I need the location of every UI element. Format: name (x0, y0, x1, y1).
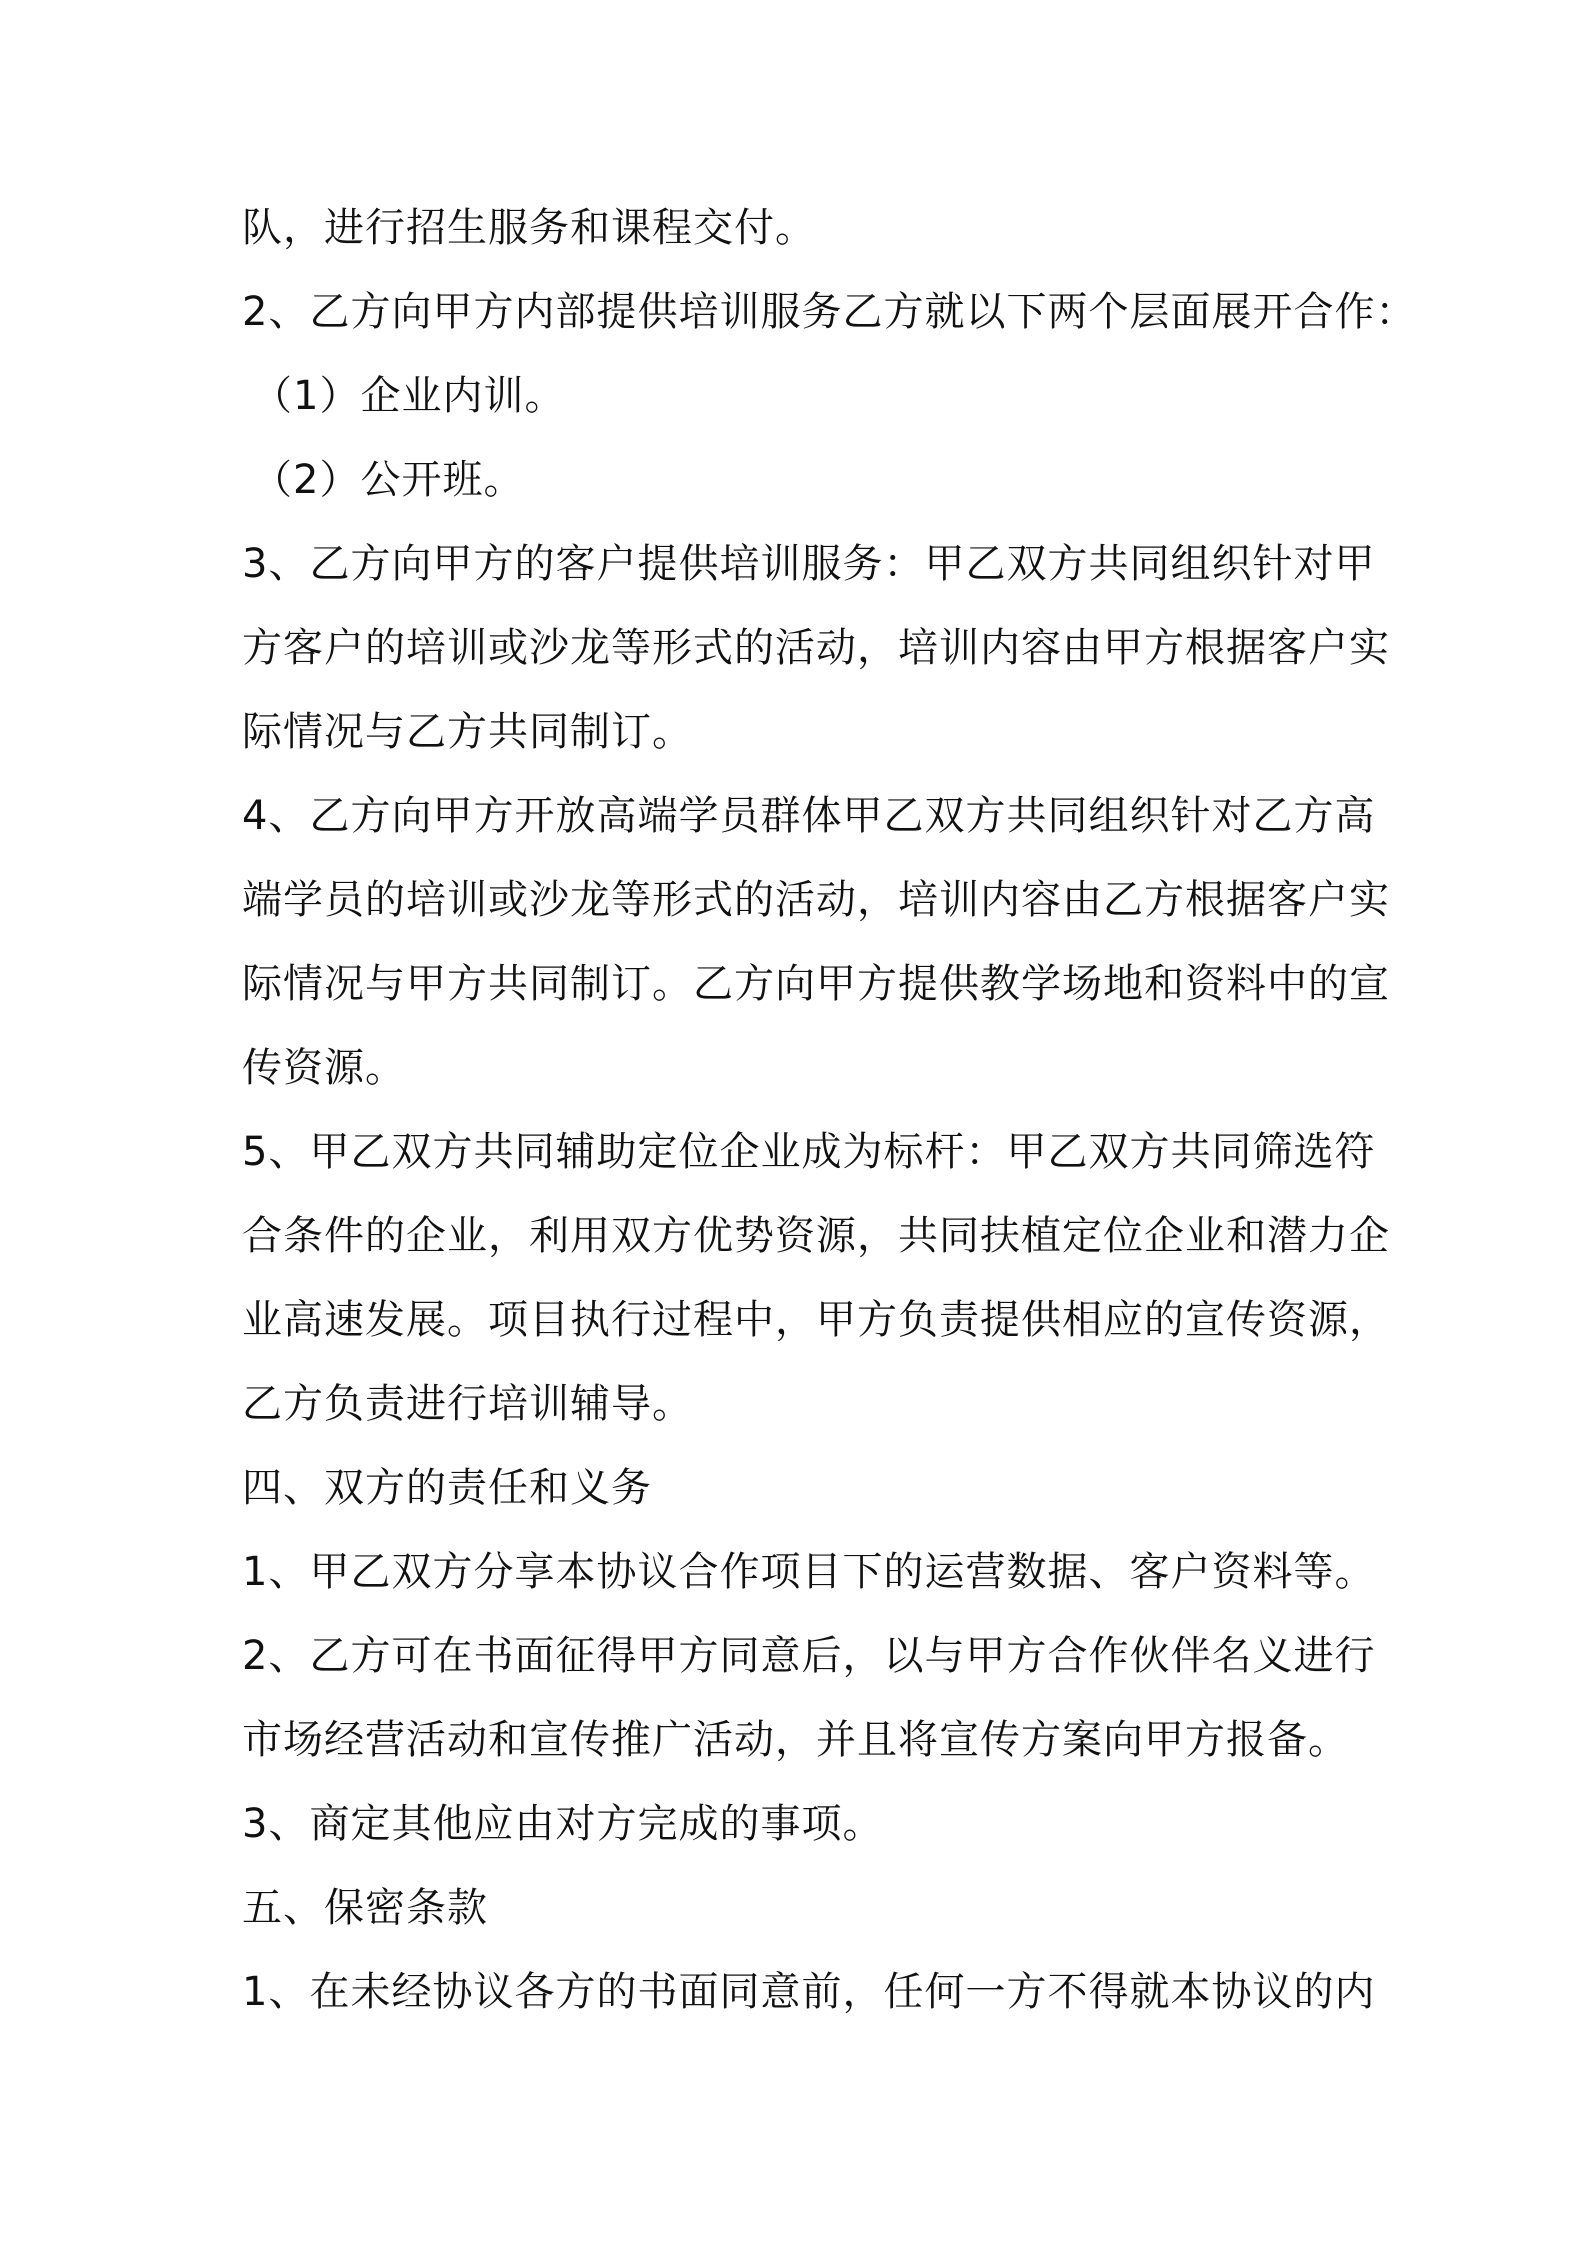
text-line: 业高速发展。项目执行过程中，甲方负责提供相应的宣传资源， (242, 1297, 1390, 1343)
text-line: 端学员的培训或沙龙等形式的活动，培训内容由乙方根据客户实 (242, 877, 1390, 923)
section-heading: 五、保密条款 (242, 1885, 488, 1931)
text-line: 传资源。 (242, 1045, 406, 1091)
text-line: 市场经营活动和宣传推广活动，并且将宣传方案向甲方报备。 (242, 1717, 1349, 1763)
text-line: 际情况与甲方共同制订。乙方向甲方提供教学场地和资料中的宣 (242, 961, 1390, 1007)
text-line: 合条件的企业，利用双方优势资源，共同扶植定位企业和潜力企 (242, 1213, 1390, 1259)
text-line: 乙方负责进行培训辅导。 (242, 1381, 693, 1427)
text-line: 1、甲乙双方分享本协议合作项目下的运营数据、客户资料等。 (242, 1549, 1376, 1595)
text-line: 4、乙方向甲方开放高端学员群体甲乙双方共同组织针对乙方高 (242, 793, 1376, 839)
text-line: 5、甲乙双方共同辅助定位企业成为标杆：甲乙双方共同筛选符 (242, 1129, 1376, 1175)
text-line: 方客户的培训或沙龙等形式的活动，培训内容由甲方根据客户实 (242, 625, 1390, 671)
text-line: 2、乙方向甲方内部提供培训服务乙方就以下两个层面展开合作： (242, 289, 1417, 335)
section-heading: 四、双方的责任和义务 (242, 1465, 652, 1511)
text-line: 际情况与乙方共同制订。 (242, 709, 693, 755)
text-line: 2、乙方可在书面征得甲方同意后，以与甲方合作伙伴名义进行 (242, 1633, 1376, 1679)
text-line: （2）公开班。 (252, 457, 525, 503)
text-line: 队，进行招生服务和课程交付。 (242, 205, 816, 251)
text-line: 1、在未经协议各方的书面同意前，任何一方不得就本协议的内 (242, 1969, 1376, 2015)
text-line: 3、商定其他应由对方完成的事项。 (242, 1801, 884, 1847)
text-line: 3、乙方向甲方的客户提供培训服务：甲乙双方共同组织针对甲 (242, 541, 1376, 587)
text-line: （1）企业内训。 (252, 373, 566, 419)
